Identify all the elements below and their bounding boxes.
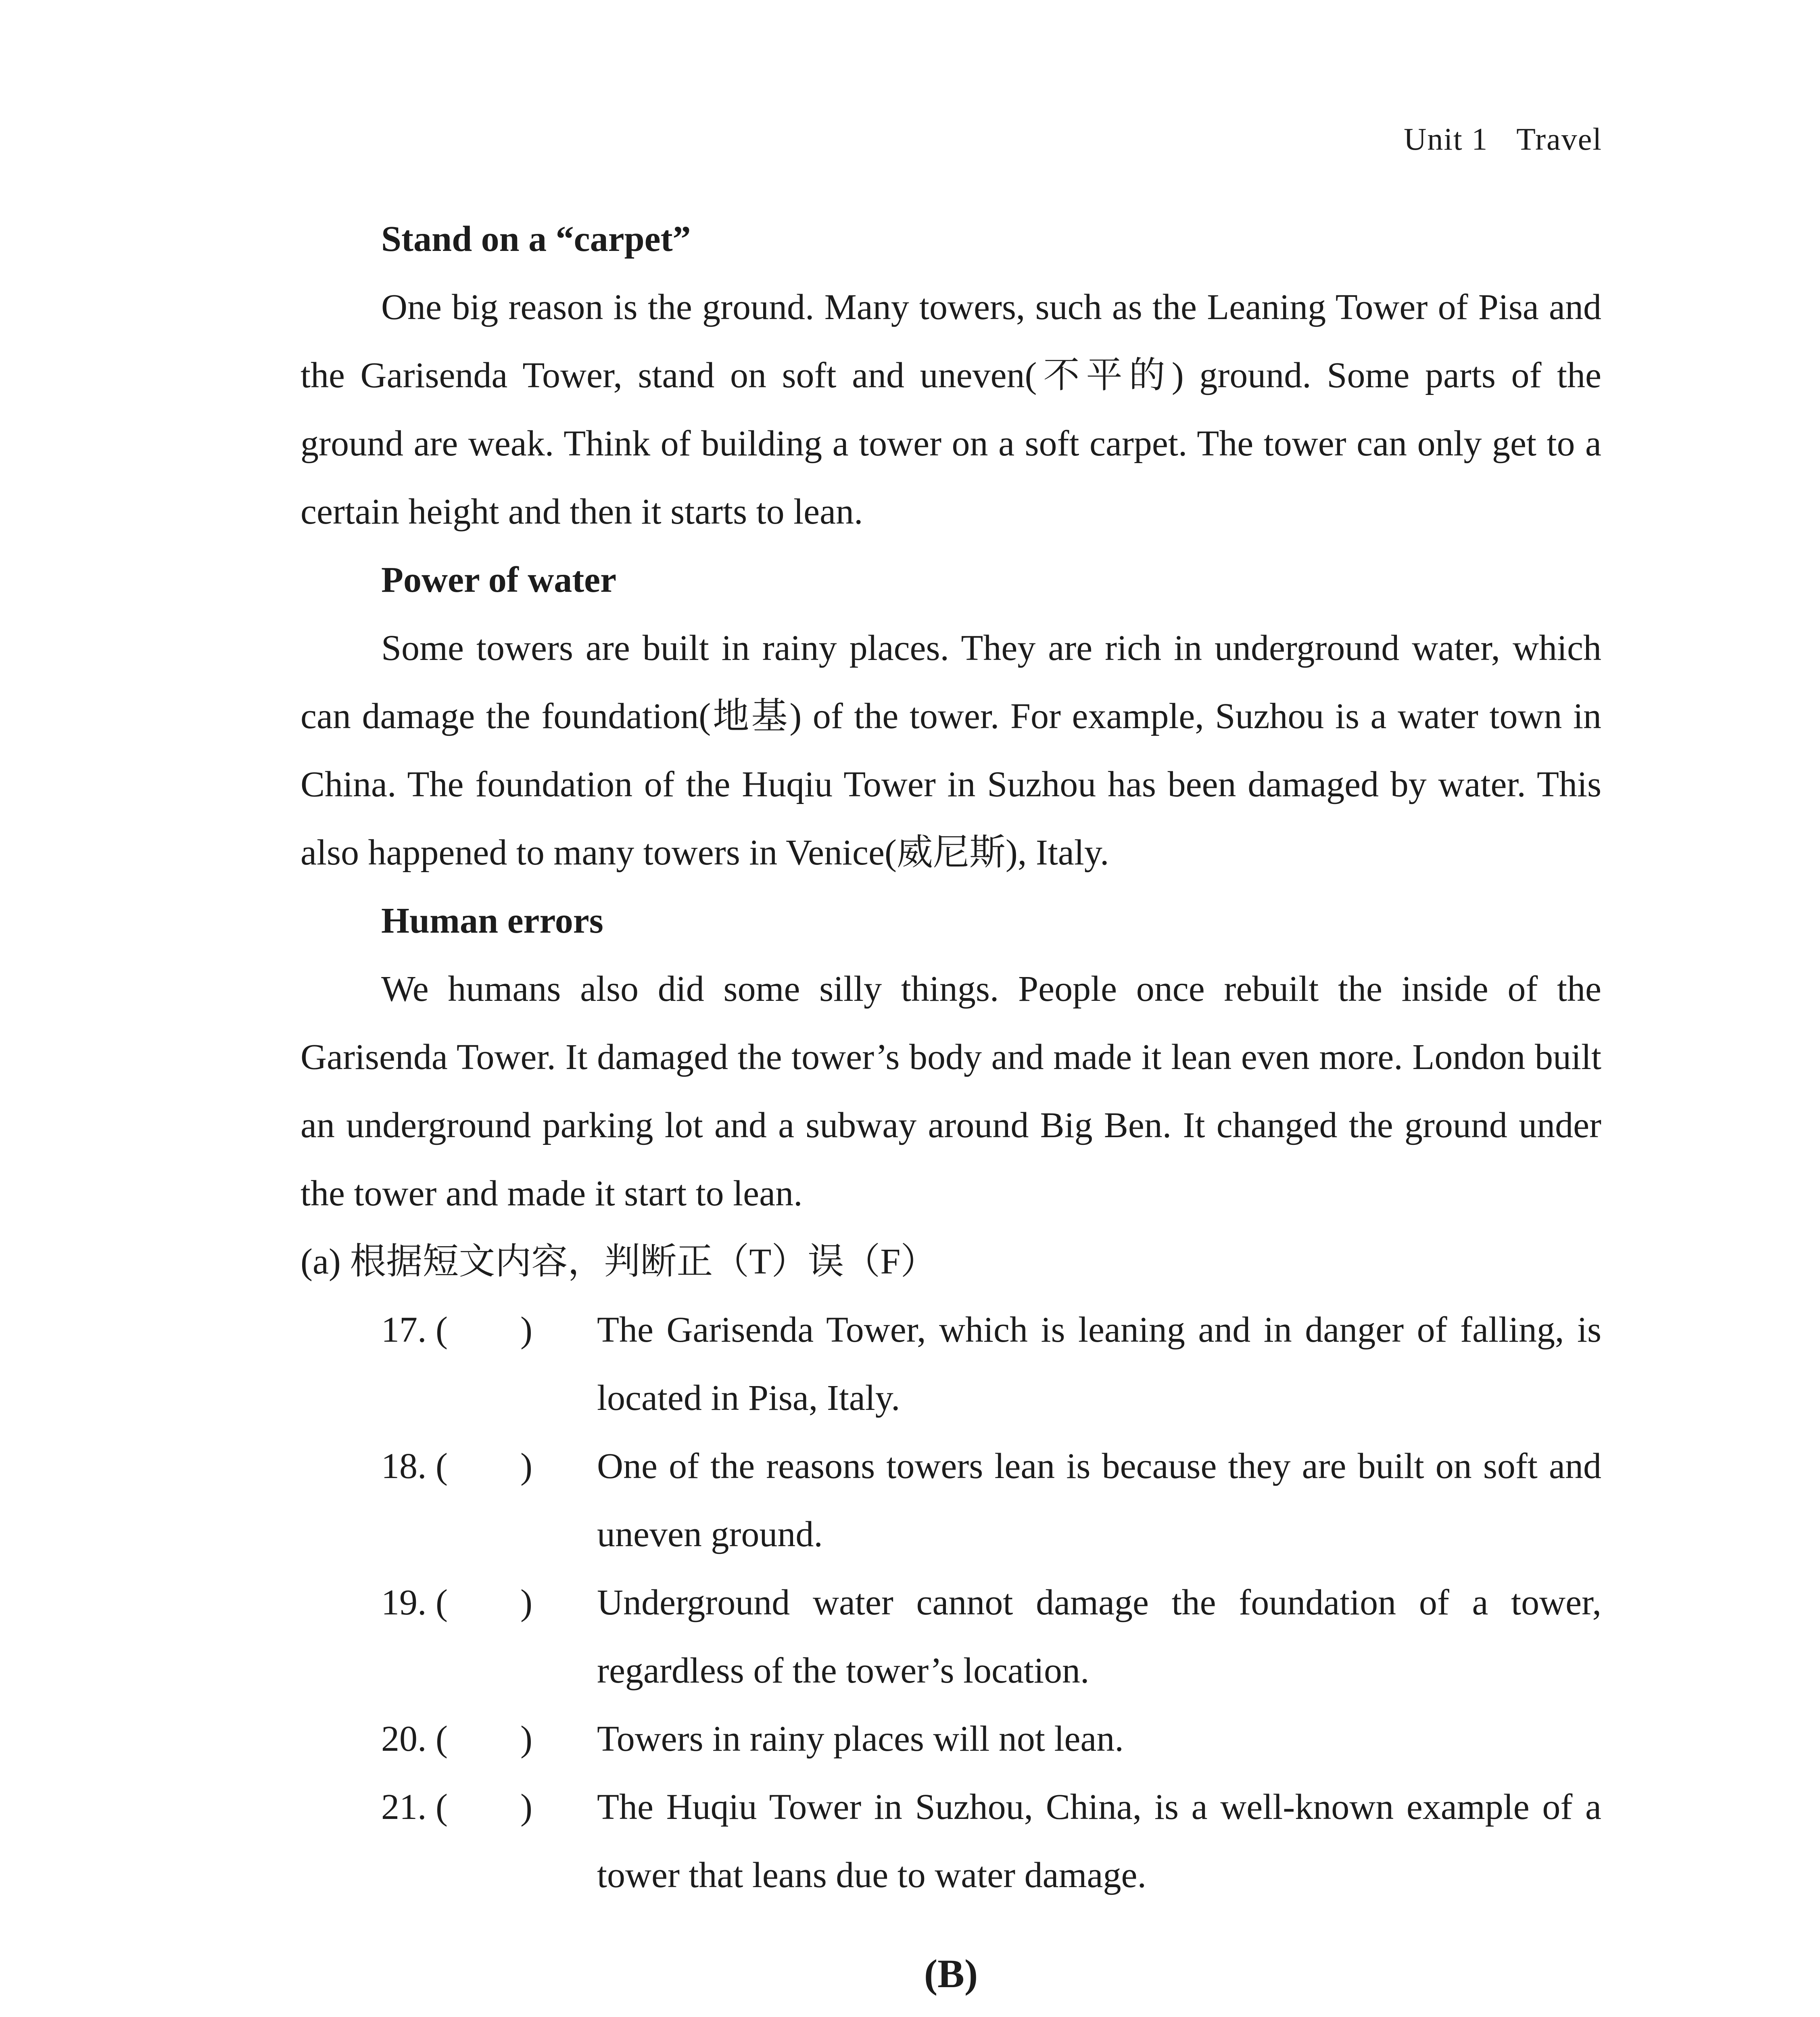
question-17: [301, 1296, 1601, 1432]
running-header-unit: Unit 1: [1404, 121, 1488, 157]
question-number[interactable]: 19. ( ): [381, 1583, 532, 1622]
running-header: [1404, 121, 1602, 157]
paragraph-human-errors: We humans also did some silly things. People once rebuilt the inside of the Garisenda Tower. It damaged the tower’s body and made it lean even more. London built an underground parking lot and a subway around Big Ben. It changed the ground under the tower and made it start to lean.: [301, 969, 1601, 1213]
section-heading-human-errors: Human errors: [381, 901, 603, 941]
section-heading-carpet: Stand on a “carpet”: [381, 219, 691, 259]
question-text: The Huqiu Tower in Suzhou, China, is a well-known example of a tower that leans due to water damage.: [597, 1787, 1601, 1895]
section-heading-water: Power of water: [381, 560, 617, 600]
exercise-instruction: (a) 根据短文内容，判断正（T）误（F）: [301, 1242, 937, 1282]
running-header-topic: Travel: [1516, 121, 1602, 157]
part-b-label: (B): [924, 1951, 978, 1996]
question-number[interactable]: 17. ( ): [381, 1310, 532, 1350]
question-18: [301, 1432, 1601, 1568]
body-text: [301, 205, 1601, 2017]
question-text: Towers in rainy places will not lean.: [597, 1719, 1124, 1759]
question-21: [301, 1773, 1601, 1909]
question-text: The Garisenda Tower, which is leaning and in danger of falling, is located in Pisa, Italy.: [597, 1310, 1601, 1418]
question-19: [301, 1568, 1601, 1705]
question-text: One of the reasons towers lean is because they are built on soft and uneven ground.: [597, 1446, 1601, 1554]
question-number[interactable]: 18. ( ): [381, 1446, 532, 1486]
paragraph-water: Some towers are built in rainy places. They are rich in underground water, which can damage the foundation(地基) of the tower. For example, Suzhou is a water town in China. The foundation of the Huqiu Tower in Suzhou has been damaged by water. This also happened to many towers in Venice(威尼斯), Italy.: [301, 628, 1601, 873]
question-number[interactable]: 20. ( ): [381, 1719, 532, 1759]
paragraph-carpet: One big reason is the ground. Many towers, such as the Leaning Tower of Pisa and the Garisenda Tower, stand on soft and uneven(不平的) ground. Some parts of the ground are weak. Think of building a tower on a soft carpet. The tower can only get to a certain height and then it starts to lean.: [301, 287, 1601, 532]
question-text: Underground water cannot damage the foundation of a tower, regardless of the tower’s location.: [597, 1583, 1601, 1691]
question-20: [301, 1705, 1601, 1773]
question-number[interactable]: 21. ( ): [381, 1787, 532, 1827]
